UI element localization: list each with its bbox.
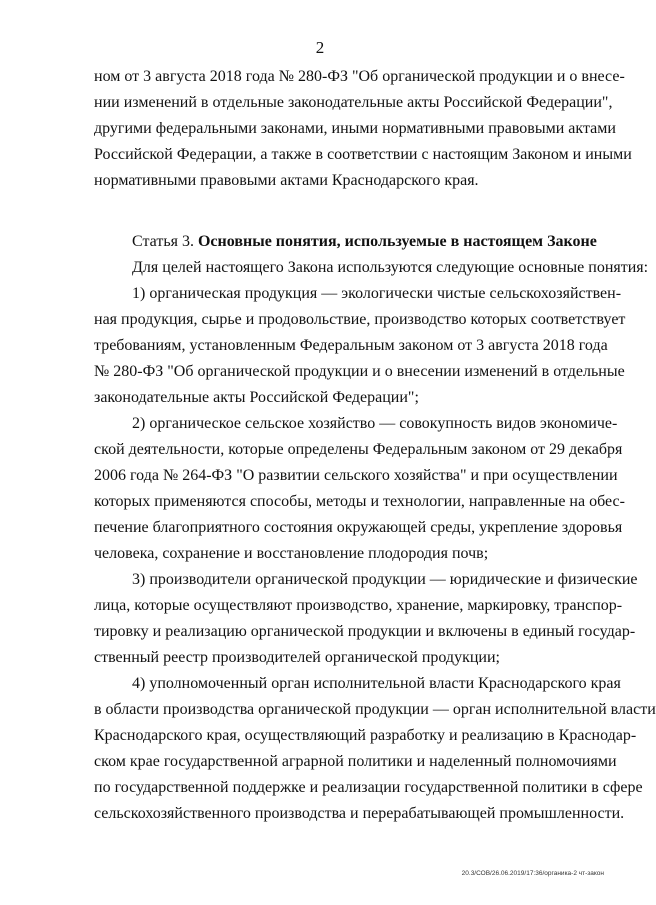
text-line: печение благоприятного состояния окружающей среды, укрепление здоровья: [94, 519, 623, 536]
text-line: 2006 года № 264-ФЗ "О развитии сельского хозяйства" и при осуществлении: [94, 467, 618, 484]
text-line: нии изменений в отдельные законодательные акты Российской Федерации",: [94, 94, 613, 111]
text-line: в области производства органической продукции — орган исполнительной власти: [94, 701, 656, 718]
definition-item-1: [94, 281, 626, 411]
text-line: требованиям, установленным Федеральным законом от 3 августа 2018 года: [94, 337, 608, 354]
text-line: Краснодарского края, осуществляющий разработку и реализацию в Краснодар-: [94, 727, 637, 744]
continuation-paragraph: [94, 64, 632, 194]
page-number: 2: [315, 38, 325, 57]
text-line: законодательные акты Российской Федерации";: [94, 389, 419, 406]
text-line: нормативными правовыми актами Краснодарского края.: [94, 172, 479, 189]
text-line: другими федеральными законами, иными нормативными правовыми актами: [94, 120, 616, 137]
text-line: которых применяются способы, методы и технологии, направленные на обес-: [94, 493, 625, 510]
section-gap: [94, 194, 584, 229]
document-body: [94, 64, 656, 827]
text-line: лица, которые осуществляют производство, хранение, маркировку, транспор-: [94, 597, 623, 614]
text-line: ской деятельности, которые определены Федеральным законом от 29 декабря: [94, 441, 623, 458]
text-line: ная продукция, сырье и продовольствие, производство которых соответствует: [94, 311, 626, 328]
text-line: № 280-ФЗ "Об органической продукции и о внесении изменений в отдельные: [94, 363, 625, 380]
text-line: ском крае государственной аграрной политики и наделенный полномочиями: [94, 753, 617, 770]
article-title: Основные понятия, используемые в настоящем Законе: [197, 233, 597, 250]
text-line: 4) уполномоченный орган исполнительной власти Краснодарского края: [132, 675, 621, 692]
article-intro: Для целей настоящего Закона используются следующие основные понятия:: [132, 259, 649, 276]
text-line: тировку и реализацию органической продукции и включены в единый государ-: [94, 623, 636, 640]
text-line: 3) производители органической продукции — юридические и физические: [132, 571, 638, 588]
document-footer-stamp: 20.3/СОВ/26.06.2019/17:36/органика-2 чт-закон: [461, 870, 604, 877]
definition-item-2: [94, 411, 625, 567]
definition-item-3: [94, 567, 638, 671]
text-line: Российской Федерации, а также в соответствии с настоящим Законом и иными: [94, 146, 632, 163]
text-line: по государственной поддержке и реализации государственной политики в сфере: [94, 779, 643, 796]
text-line: ном от 3 августа 2018 года № 280-ФЗ "Об органической продукции и о внесе-: [94, 68, 625, 85]
text-line: человека, сохранение и восстановление плодородия почв;: [94, 545, 489, 562]
article-heading: [94, 229, 597, 255]
text-line: сельскохозяйственного производства и перерабатывающей промышленности.: [94, 805, 625, 822]
text-line: 2) органическое сельское хозяйство — совокупность видов экономиче-: [132, 415, 618, 432]
text-line: 1) органическая продукция — экологически чистые сельскохозяйствен-: [132, 285, 622, 302]
article-number: Статья 3.: [132, 233, 198, 250]
definition-item-4: [94, 671, 656, 827]
text-line: ственный реестр производителей органической продукции;: [94, 649, 500, 666]
